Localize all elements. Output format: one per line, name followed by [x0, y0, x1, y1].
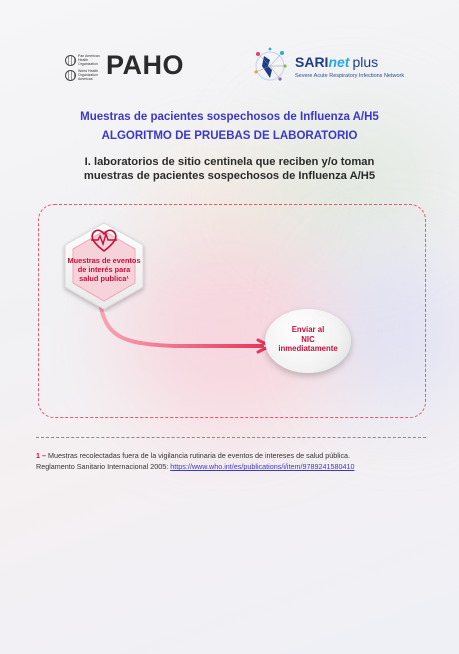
footnote-link[interactable]: https://www.who.int/es/publications/i/item/9789241580410: [170, 462, 355, 471]
paho-org-name: Pan American Health Organization: [78, 54, 100, 66]
end-node-label: [265, 325, 351, 354]
sarinet-title: [295, 54, 378, 70]
subtitle-line-1: I. laboratorios de sitio centinela que reciben y/o toman: [84, 156, 375, 168]
heartbeat-icon: [88, 227, 120, 253]
end-node-line-1: Enviar al: [291, 325, 325, 334]
who-emblem-icon: [65, 70, 76, 81]
sarinet-name-sari: SARI: [295, 54, 329, 70]
footnote: [36, 450, 436, 472]
footnote-marker: 1 –: [36, 451, 46, 460]
paho-logo: [65, 54, 104, 84]
end-node-line-2: NIC: [301, 334, 315, 344]
sarinet-network-icon: [250, 46, 290, 86]
sarinet-name-net: net: [328, 54, 350, 70]
sarinet-tagline: Severe Acute Respiratory Infections Network: [295, 73, 405, 79]
footnote-text-1: Muestras recolectadas fuera de la vigilancia rutinaria de eventos de intereses de salud pública.: [48, 451, 351, 460]
who-org-name: World Health Organization: [78, 69, 99, 77]
region-label: Americas: [78, 77, 93, 81]
algorithm-title: ALGORITMO DE PRUEBAS DE LABORATORIO: [101, 130, 358, 142]
section-subtitle: [0, 155, 459, 183]
sarinet-name-plus: plus: [352, 54, 379, 70]
header: [0, 44, 459, 92]
paho-brand: PAHO: [106, 50, 185, 80]
end-node-line-3: inmediatamente: [278, 344, 338, 353]
footnote-text-2: Reglamento Sanitario Internacional 2005:: [36, 462, 169, 471]
document-title: Muestras de pacientes sospechosos de Influenza A/H5: [80, 111, 379, 123]
start-node-line-3: salud publica¹: [79, 274, 129, 283]
footnote-divider: [36, 437, 426, 438]
subtitle-line-2: muestras de pacientes sospechosos de Influenza A/H5: [83, 170, 376, 182]
start-node-line-2: de interés para: [77, 265, 131, 274]
paho-emblem-icon: [65, 55, 76, 66]
start-node-line-1: Muestras de eventos: [67, 256, 141, 265]
start-node-label: [63, 256, 145, 283]
